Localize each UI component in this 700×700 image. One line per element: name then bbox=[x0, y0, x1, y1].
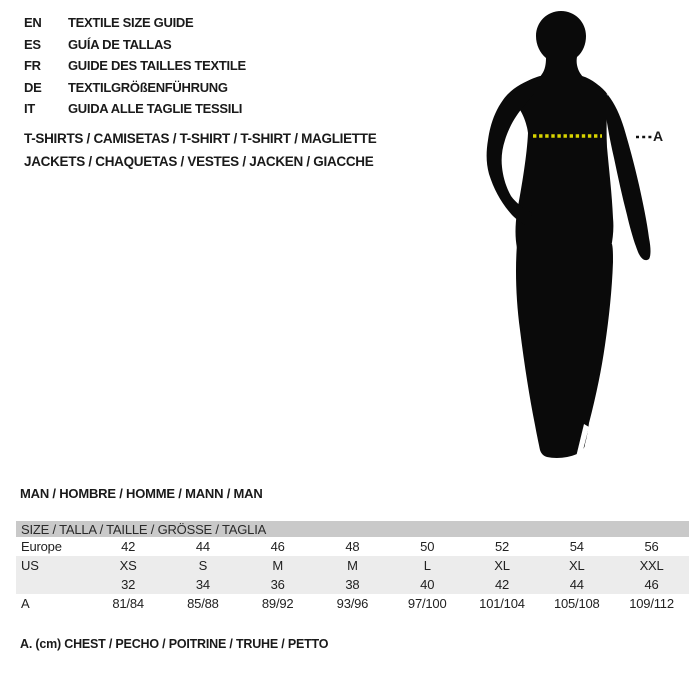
size-cell: 32 bbox=[91, 575, 166, 594]
size-cell: 54 bbox=[569, 539, 584, 554]
size-cell: 46 bbox=[614, 575, 689, 594]
row-label: US bbox=[16, 556, 91, 575]
language-row bbox=[24, 12, 246, 34]
row-label: Europe bbox=[21, 539, 62, 554]
language-row bbox=[24, 77, 246, 99]
size-cell: S bbox=[166, 556, 241, 575]
language-code: DE bbox=[24, 79, 42, 95]
silhouette-shape bbox=[487, 11, 651, 458]
size-cell: L bbox=[390, 556, 465, 575]
category-lines bbox=[24, 127, 376, 173]
size-cell: 93/96 bbox=[336, 596, 369, 611]
language-list bbox=[24, 12, 246, 120]
size-cell: 46 bbox=[270, 539, 285, 554]
language-code: EN bbox=[24, 15, 42, 30]
language-label: GUIDE DES TAILLES TEXTILE bbox=[68, 58, 246, 73]
size-cell: 81/84 bbox=[112, 596, 144, 611]
table-header-label: SIZE / TALLA / TAILLE / GRÖSSE / TAGLIA bbox=[16, 521, 689, 537]
table-row bbox=[16, 556, 689, 575]
size-cell: 42 bbox=[465, 575, 540, 594]
size-table-body bbox=[16, 521, 689, 613]
size-cell: M bbox=[315, 556, 390, 575]
section-title-man: MAN / HOMBRE / HOMME / MANN / MAN bbox=[20, 486, 263, 501]
row-label: A bbox=[21, 596, 30, 611]
measurement-footnote: A. (cm) CHEST / PECHO / POITRINE / TRUHE / PETTO bbox=[20, 637, 329, 651]
table-row bbox=[16, 575, 689, 594]
table-row bbox=[16, 594, 689, 613]
table-row bbox=[16, 537, 689, 556]
size-cell: 34 bbox=[166, 575, 241, 594]
size-cell: 89/92 bbox=[261, 596, 294, 611]
language-label: GUIDA ALLE TAGLIE TESSILI bbox=[68, 101, 243, 116]
language-label: TEXTILGRÖßENFÜHRUNG bbox=[68, 79, 228, 95]
size-cell: 42 bbox=[121, 539, 136, 554]
language-row bbox=[24, 55, 246, 77]
row-label bbox=[16, 575, 91, 594]
size-cell: 44 bbox=[539, 575, 614, 594]
size-cell: 97/100 bbox=[407, 596, 447, 611]
language-code: ES bbox=[24, 36, 41, 52]
size-cell: 36 bbox=[240, 575, 315, 594]
size-cell: 109/112 bbox=[629, 596, 674, 611]
language-code: IT bbox=[24, 101, 35, 116]
language-row bbox=[24, 34, 246, 56]
language-code: FR bbox=[24, 58, 41, 73]
size-cell: 48 bbox=[345, 539, 360, 554]
size-cell: 101/104 bbox=[479, 596, 525, 611]
category-line-tshirts: T-SHIRTS / CAMISETAS / T-SHIRT / T-SHIRT / MAGLIETTE bbox=[24, 131, 377, 146]
size-cell: 52 bbox=[494, 539, 509, 554]
size-cell: XL bbox=[539, 556, 614, 575]
language-label: TEXTILE SIZE GUIDE bbox=[68, 15, 194, 30]
size-cell: XXL bbox=[614, 556, 689, 575]
measure-label-a: A bbox=[653, 128, 664, 144]
category-line-jackets: JACKETS / CHAQUETAS / VESTES / JACKEN / GIACCHE bbox=[24, 154, 374, 169]
size-cell: 44 bbox=[195, 539, 210, 554]
language-label: GUÍA DE TALLAS bbox=[68, 36, 172, 52]
size-cell: 85/88 bbox=[187, 596, 219, 611]
size-cell: 105/108 bbox=[553, 596, 600, 611]
size-cell: XS bbox=[91, 556, 166, 575]
size-cell: 38 bbox=[315, 575, 390, 594]
size-cell: XL bbox=[465, 556, 540, 575]
size-cell: 40 bbox=[390, 575, 465, 594]
size-cell: 56 bbox=[644, 539, 659, 554]
size-cell: 50 bbox=[420, 539, 435, 554]
size-table bbox=[16, 521, 689, 613]
language-row bbox=[24, 98, 246, 120]
table-header-row bbox=[16, 521, 689, 537]
man-silhouette bbox=[440, 0, 700, 480]
size-cell: M bbox=[240, 556, 315, 575]
